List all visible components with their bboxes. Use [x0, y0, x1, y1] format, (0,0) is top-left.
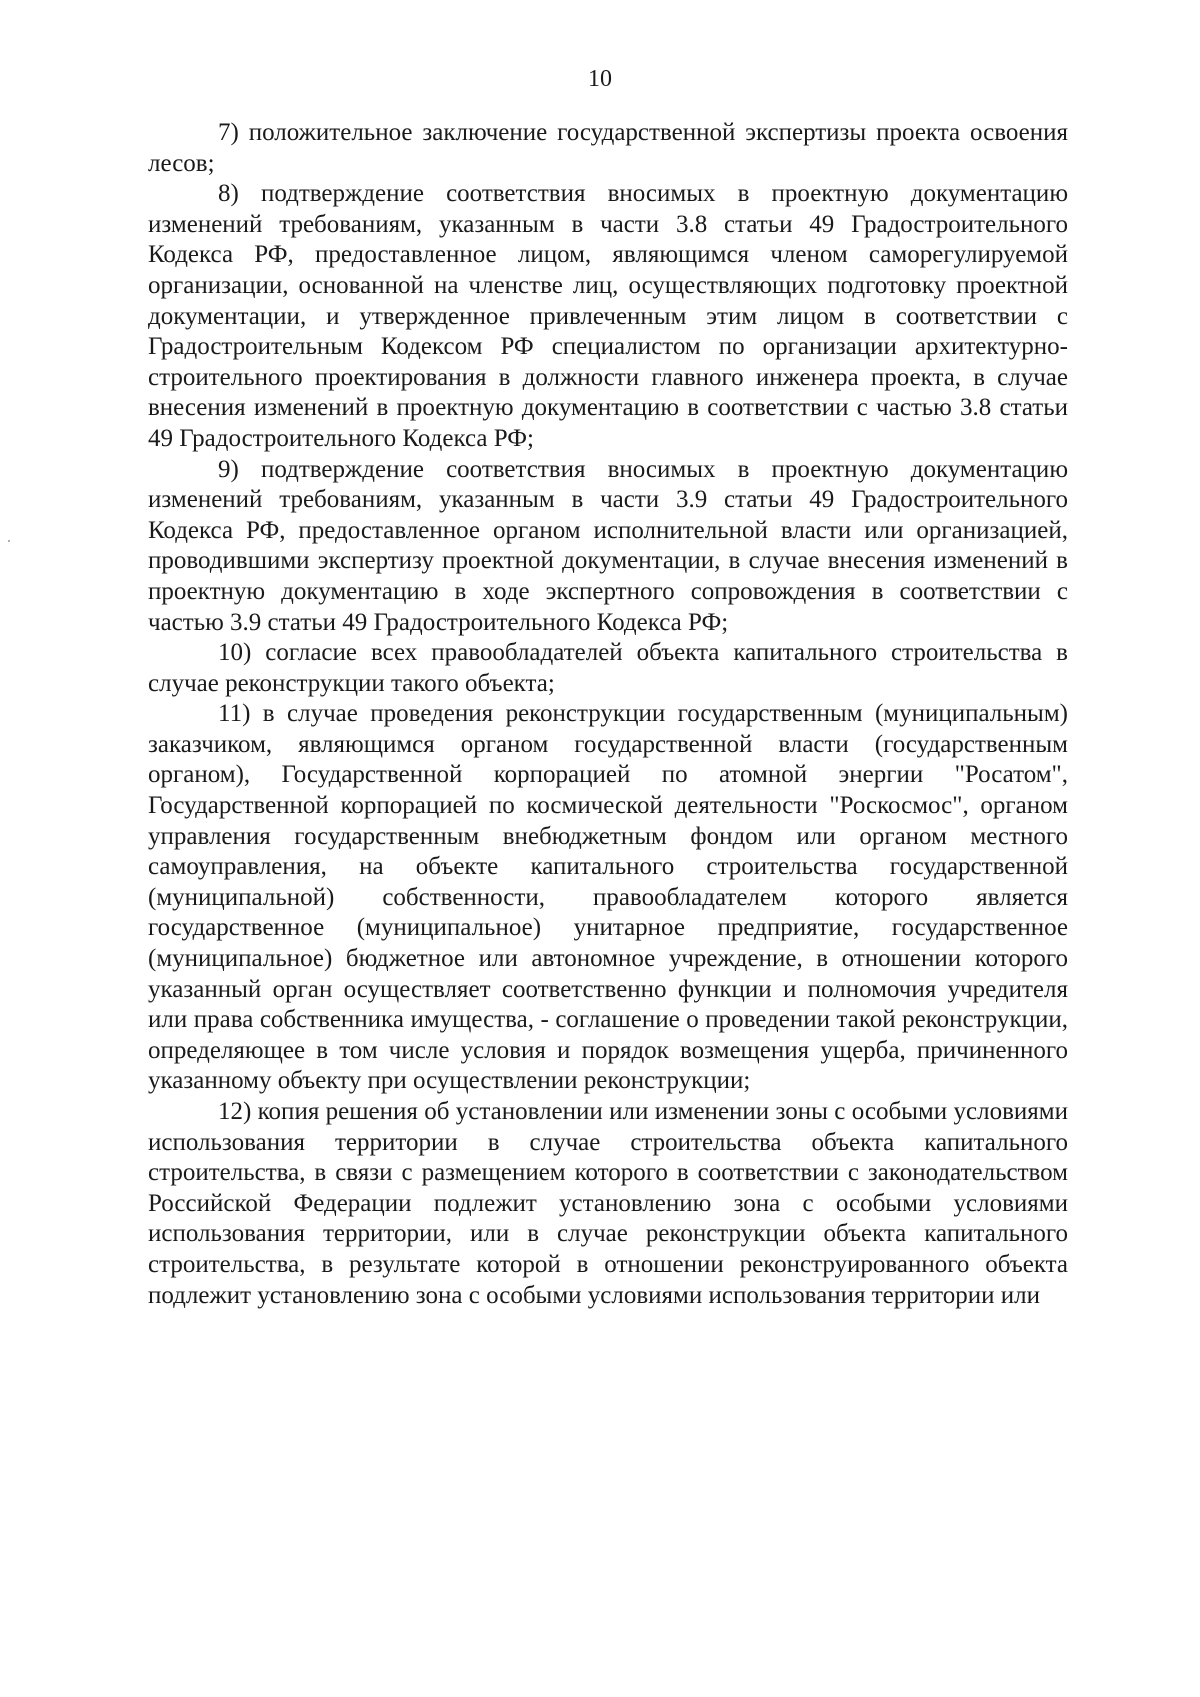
list-item-8: 8) подтверждение соответствия вносимых в проектную документацию изменений требованиям, указанным в части 3.8 статьи 49 Градостроительного Кодекса РФ, предоставленное лицом, являющимся членом саморегулируемой организации, основанной на членстве лиц, осуществляющих подготовку проектной документации, и утвержденное привлеченным этим лицом в соответствии с Градостроительным Кодексом РФ специалистом по организации архитектурно-строительного проектирования в должности главного инженера проекта, в случае внесения изменений в проектную документацию в соответствии с частью 3.8 статьи 49 Градостроительного Кодекса РФ;: [148, 180, 1068, 452]
list-item-10: 10) согласие всех правообладателей объекта капитального строительства в случае реконструкции такого объекта;: [148, 639, 1068, 697]
list-item-11: 11) в случае проведения реконструкции государственным (муниципальным) заказчиком, являющимся органом государственной власти (государственным органом), Государственной корпорацией по атомной энергии "Росатом", Государственной корпорацией по космической деятельности "Роскосмос", органом управления государственным внебюджетным фондом или органом местного самоуправления, на объекте капитального строительства государственной (муниципальной) собственности, правообладателем которого является государственное (муниципальное) унитарное предприятие, государственное (муниципальное) бюджетное или автономное учреждение, в отношении которого указанный орган осуществляет соответственно функции и полномочия учредителя или права собственника имущества, - соглашение о проведении такой реконструкции, определяющее в том числе условия и порядок возмещения ущерба, причиненного указанному объекту при осуществлении реконструкции;: [148, 700, 1068, 1095]
list-item-12: 12) копия решения об установлении или изменении зоны с особыми условиями использования территории в случае строительства объекта капитального строительства, в связи с размещением которого в соответствии с законодательством Российской Федерации подлежит установлению зона с особыми условиями использования территории, или в случае реконструкции объекта капитального строительства, в результате которой в отношении реконструированного объекта подлежит установлению зона с особыми условиями использования территории или: [148, 1098, 1068, 1309]
list-item-9: 9) подтверждение соответствия вносимых в проектную документацию изменений требованиям, указанным в части 3.9 статьи 49 Градостроительного Кодекса РФ, предоставленное органом исполнительной власти или организацией, проводившими экспертизу проектной документации, в случае внесения изменений в проектную документацию в ходе экспертного сопровождения в соответствии с частью 3.9 статьи 49 Градостроительного Кодекса РФ;: [148, 455, 1068, 636]
list-item-7: 7) положительное заключение государственной экспертизы проекта освоения лесов;: [148, 119, 1068, 177]
document-body: [148, 118, 1068, 1311]
scan-artifact-dot: [8, 540, 10, 542]
page-number: 10: [588, 66, 612, 92]
